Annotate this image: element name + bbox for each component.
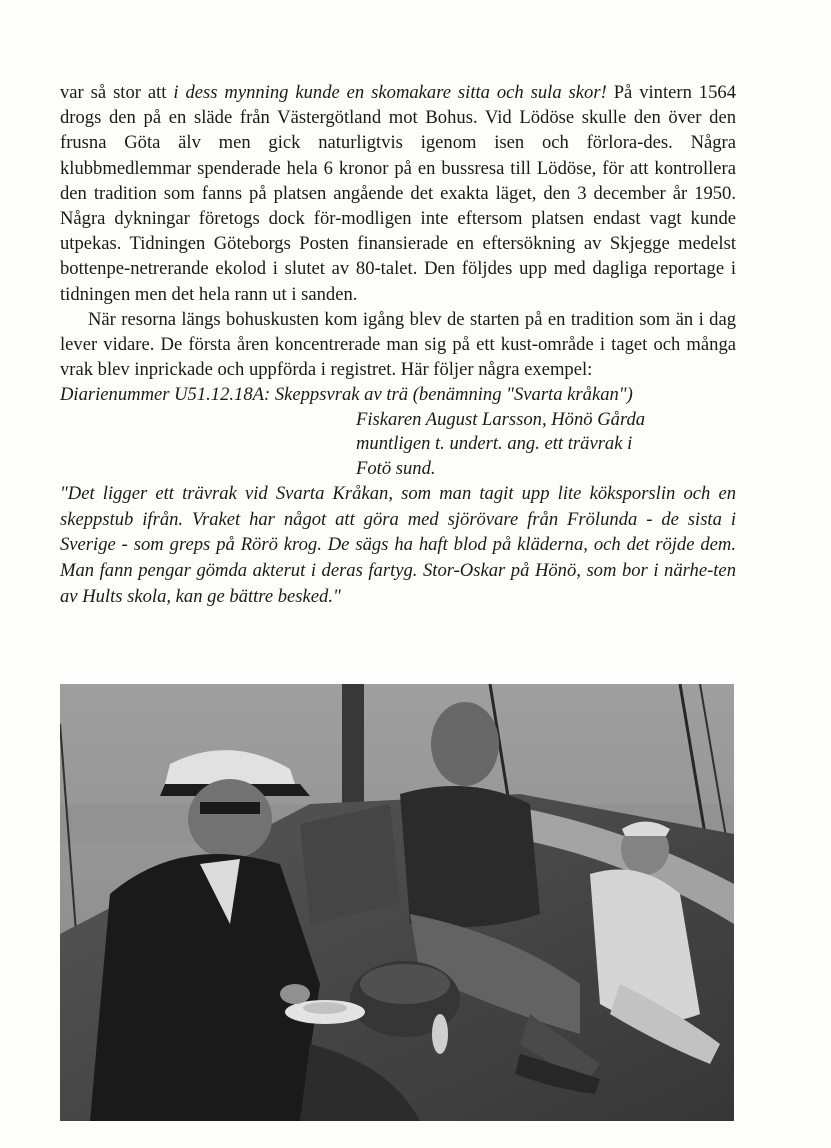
quote-text: "Det ligger ett trävrak vid Svarta Kråkan, som man tagit upp lite köksporslin och en skeppstub ifrån. Vraket har något att göra med sjörövare från Frölunda - de sista i Sverige - som greps på Rörö krog. De sägs ha haft blod på kläderna, och det röjde dem. Man fann pengar gömda akterut i deras fartyg. Stor-Oskar på Hönö, som bor i närhe-ten av Hults skola, kan ge bättre besked.": [60, 483, 736, 607]
paragraph-2: När resorna längs bohuskusten kom igång blev de starten på en tradition som än i dag lever vidare. De första åren koncentrerade man sig på ett kust-område i taget och många vrak blev inprickade och uppförda i registret. Här följer några exempel:: [60, 308, 736, 381]
record-line: muntligen t. undert. ang. ett trävrak i: [356, 433, 633, 455]
record-line: Fotö sund.: [356, 457, 436, 479]
body-text: [60, 80, 736, 609]
paragraph-1: var så stor att i dess mynning kunde en skomakare sitta och sula skor! På vintern 1564 drogs den på en släde från Västergötland mot Bohus. Vid Lödöse skulle den över den frusna Göta älv men gick naturligtvis igenom isen och förlora-des. Några klubbmedlemmar spenderade hela 6 kronor på en bussresa till Lödöse, för att kontrollera den tradition som fanns på platsen angående det exakta läget, den 3 december år 1950. Några dykningar företogs dock för-modligen inte eftersom platsen endast vagt kunde utpekas. Tidningen Göteborgs Posten finansierade en eftersökning av Skjegge medelst bottenpe-netrerande ekolod i slutet av 80-talet. Den följdes upp med dagliga reportage i tidningen men det hela rann ut i sanden.: [60, 82, 736, 305]
photo-men-on-boat: [60, 684, 734, 1121]
record-label: Diarienummer U51.12.18A: Skeppsvrak av trä (benämning "Svarta kråkan"): [60, 384, 633, 406]
record-details: [356, 408, 736, 482]
record-line: Fiskaren August Larsson, Hönö Gårda: [356, 408, 646, 430]
photo-illustration: [60, 684, 734, 1121]
italic-quote: i dess mynning kunde en skomakare sitta och sula skor!: [173, 82, 607, 103]
